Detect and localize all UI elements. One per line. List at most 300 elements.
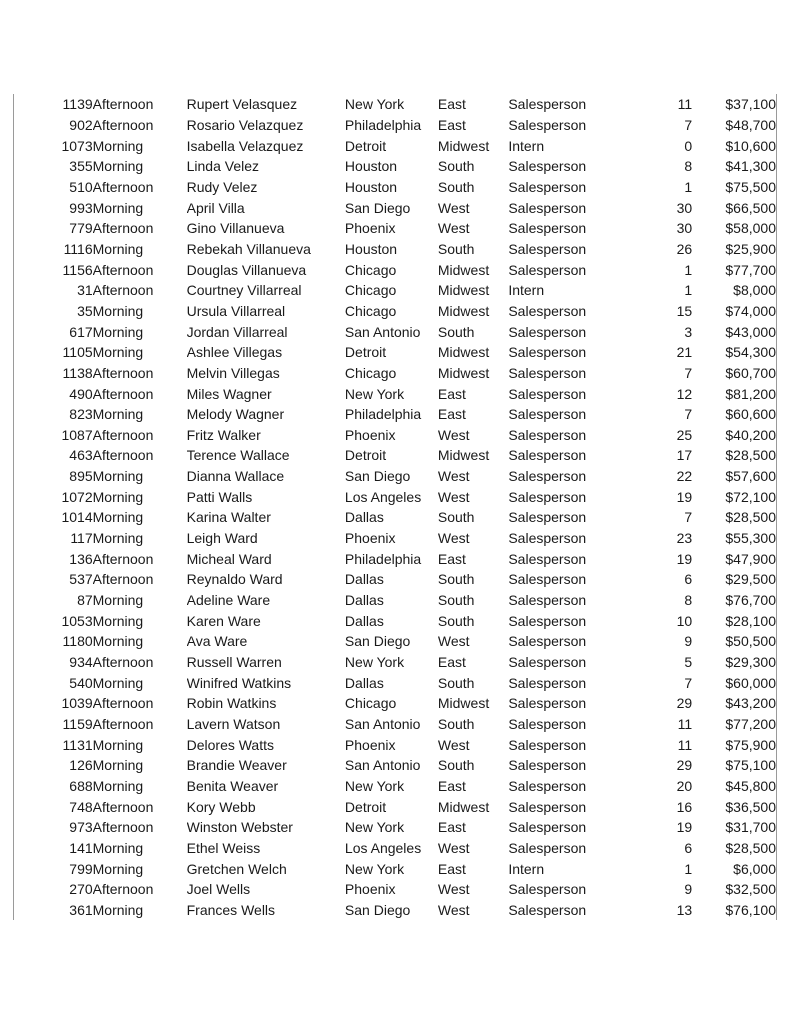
cell-name: Rosario Velazquez bbox=[186, 116, 304, 133]
cell-id: 490 bbox=[69, 385, 93, 402]
table-row bbox=[14, 734, 776, 755]
cell-region: Midwest bbox=[437, 344, 490, 361]
cell-role: Salesperson bbox=[508, 406, 587, 423]
cell-city: Phoenix bbox=[344, 220, 396, 237]
cell-name: Karen Ware bbox=[186, 612, 261, 629]
cell-role: Salesperson bbox=[508, 819, 587, 836]
cell-salary: $8,000 bbox=[733, 282, 776, 299]
cell-region: West bbox=[437, 881, 470, 898]
cell-region: Midwest bbox=[437, 695, 490, 712]
cell-role: Salesperson bbox=[508, 468, 587, 485]
cell-id: 31 bbox=[77, 282, 93, 299]
cell-name: Ashlee Villegas bbox=[186, 344, 283, 361]
cell-name: Adeline Ware bbox=[186, 592, 271, 609]
cell-region: Midwest bbox=[437, 137, 490, 154]
cell-years: 11 bbox=[677, 716, 693, 733]
table-row bbox=[14, 342, 776, 363]
cell-years: 20 bbox=[676, 777, 693, 794]
cell-salary: $60,000 bbox=[725, 674, 776, 691]
cell-region: South bbox=[437, 757, 475, 774]
cell-id: 117 bbox=[70, 530, 93, 547]
cell-name: Miles Wagner bbox=[186, 385, 272, 402]
cell-region: South bbox=[437, 323, 475, 340]
cell-region: West bbox=[437, 901, 470, 918]
cell-region: Midwest bbox=[437, 282, 490, 299]
cell-region: South bbox=[437, 240, 475, 257]
table-row bbox=[14, 301, 776, 322]
cell-years: 11 bbox=[677, 96, 693, 113]
cell-salary: $40,200 bbox=[725, 426, 776, 443]
cell-salary: $28,500 bbox=[725, 447, 776, 464]
table-row bbox=[14, 280, 776, 301]
cell-shift: Morning bbox=[92, 860, 144, 877]
cell-id: 126 bbox=[69, 757, 93, 774]
cell-id: 799 bbox=[69, 860, 93, 877]
table-row bbox=[14, 321, 776, 342]
cell-city: New York bbox=[344, 860, 405, 877]
cell-city: Philadelphia bbox=[344, 116, 422, 133]
cell-id: 1156 bbox=[62, 261, 93, 278]
cell-id: 1138 bbox=[62, 364, 93, 381]
cell-shift: Morning bbox=[92, 674, 144, 691]
cell-shift: Afternoon bbox=[92, 220, 154, 237]
cell-years: 15 bbox=[676, 302, 693, 319]
cell-salary: $57,600 bbox=[725, 468, 776, 485]
cell-name: Winston Webster bbox=[186, 819, 293, 836]
cell-id: 540 bbox=[69, 674, 93, 691]
cell-salary: $60,600 bbox=[725, 406, 776, 423]
cell-role: Salesperson bbox=[508, 488, 587, 505]
cell-years: 7 bbox=[684, 364, 693, 381]
cell-salary: $6,000 bbox=[733, 860, 776, 877]
cell-years: 1 bbox=[684, 261, 693, 278]
cell-years: 6 bbox=[684, 839, 693, 856]
cell-region: West bbox=[437, 488, 470, 505]
cell-id: 1053 bbox=[61, 612, 93, 629]
cell-city: Phoenix bbox=[344, 530, 396, 547]
cell-years: 21 bbox=[676, 344, 693, 361]
cell-years: 25 bbox=[676, 426, 693, 443]
cell-years: 9 bbox=[684, 633, 693, 650]
cell-shift: Morning bbox=[92, 468, 144, 485]
cell-name: Robin Watkins bbox=[186, 695, 277, 712]
cell-years: 19 bbox=[676, 550, 693, 567]
cell-region: South bbox=[437, 158, 475, 175]
cell-name: Terence Wallace bbox=[186, 447, 290, 464]
cell-id: 510 bbox=[69, 178, 93, 195]
cell-shift: Afternoon bbox=[92, 116, 154, 133]
table-row bbox=[14, 569, 776, 590]
cell-region: West bbox=[437, 220, 470, 237]
cell-id: 1139 bbox=[62, 96, 93, 113]
table-row bbox=[14, 776, 776, 797]
cell-region: East bbox=[437, 406, 466, 423]
cell-name: Micheal Ward bbox=[186, 550, 272, 567]
cell-role: Salesperson bbox=[508, 633, 587, 650]
table-row bbox=[14, 548, 776, 569]
table-row bbox=[14, 486, 776, 507]
cell-region: East bbox=[437, 860, 466, 877]
cell-city: Philadelphia bbox=[344, 550, 422, 567]
cell-region: Midwest bbox=[437, 302, 490, 319]
cell-name: Benita Weaver bbox=[186, 777, 279, 794]
cell-name: Rudy Velez bbox=[186, 178, 258, 195]
cell-years: 30 bbox=[676, 220, 693, 237]
cell-region: South bbox=[437, 592, 475, 609]
cell-id: 1105 bbox=[62, 344, 93, 361]
cell-salary: $76,700 bbox=[725, 592, 776, 609]
cell-city: Detroit bbox=[344, 798, 387, 815]
cell-city: San Antonio bbox=[344, 323, 421, 340]
table-row bbox=[14, 383, 776, 404]
cell-role: Salesperson bbox=[508, 777, 587, 794]
cell-city: Dallas bbox=[344, 612, 384, 629]
cell-city: Dallas bbox=[344, 571, 384, 588]
cell-shift: Afternoon bbox=[92, 426, 154, 443]
cell-role: Salesperson bbox=[508, 654, 587, 671]
cell-shift: Morning bbox=[92, 509, 144, 526]
cell-id: 355 bbox=[69, 158, 93, 175]
cell-city: Houston bbox=[344, 178, 398, 195]
cell-city: New York bbox=[344, 654, 405, 671]
cell-city: Detroit bbox=[344, 447, 387, 464]
cell-years: 30 bbox=[676, 199, 693, 216]
cell-region: West bbox=[437, 468, 470, 485]
cell-salary: $10,600 bbox=[725, 137, 776, 154]
cell-city: Chicago bbox=[344, 261, 397, 278]
cell-salary: $48,700 bbox=[725, 116, 776, 133]
cell-shift: Afternoon bbox=[92, 385, 154, 402]
table-row bbox=[14, 445, 776, 466]
table-row bbox=[14, 817, 776, 838]
cell-name: Courtney Villarreal bbox=[186, 282, 302, 299]
cell-shift: Afternoon bbox=[92, 364, 154, 381]
cell-name: Jordan Villarreal bbox=[186, 323, 288, 340]
table-row bbox=[14, 94, 776, 115]
cell-shift: Morning bbox=[92, 612, 144, 629]
table-row bbox=[14, 177, 776, 198]
cell-id: 1014 bbox=[61, 509, 93, 526]
cell-name: Russell Warren bbox=[186, 654, 282, 671]
cell-salary: $37,100 bbox=[725, 96, 776, 113]
cell-region: East bbox=[437, 550, 466, 567]
cell-name: Karina Walter bbox=[186, 509, 271, 526]
cell-id: 779 bbox=[69, 220, 93, 237]
cell-city: San Antonio bbox=[344, 757, 421, 774]
table-row bbox=[14, 466, 776, 487]
cell-role: Salesperson bbox=[508, 674, 587, 691]
cell-salary: $75,500 bbox=[725, 178, 776, 195]
cell-shift: Morning bbox=[92, 406, 144, 423]
cell-shift: Afternoon bbox=[92, 447, 154, 464]
cell-role: Salesperson bbox=[508, 550, 587, 567]
cell-id: 1072 bbox=[61, 488, 93, 505]
cell-years: 11 bbox=[677, 736, 693, 753]
cell-role: Salesperson bbox=[508, 447, 587, 464]
table-row bbox=[14, 610, 776, 631]
cell-shift: Morning bbox=[92, 199, 144, 216]
cell-role: Salesperson bbox=[508, 199, 587, 216]
cell-region: West bbox=[437, 199, 470, 216]
cell-role: Salesperson bbox=[508, 839, 587, 856]
cell-shift: Afternoon bbox=[92, 550, 154, 567]
cell-name: April Villa bbox=[186, 199, 245, 216]
cell-salary: $76,100 bbox=[725, 901, 776, 918]
cell-region: South bbox=[437, 716, 475, 733]
cell-id: 934 bbox=[69, 654, 93, 671]
cell-shift: Afternoon bbox=[92, 96, 154, 113]
cell-role: Salesperson bbox=[508, 695, 587, 712]
cell-id: 1073 bbox=[61, 137, 93, 154]
table-row bbox=[14, 259, 776, 280]
cell-name: Ava Ware bbox=[186, 633, 248, 650]
cell-role: Intern bbox=[508, 860, 545, 877]
cell-shift: Morning bbox=[92, 302, 144, 319]
cell-id: 87 bbox=[77, 592, 93, 609]
cell-name: Reynaldo Ward bbox=[186, 571, 283, 588]
cell-shift: Morning bbox=[92, 488, 144, 505]
cell-salary: $29,500 bbox=[725, 571, 776, 588]
table-row bbox=[14, 858, 776, 879]
cell-city: New York bbox=[344, 777, 405, 794]
cell-region: East bbox=[437, 654, 466, 671]
cell-role: Salesperson bbox=[508, 612, 587, 629]
cell-city: Phoenix bbox=[344, 736, 396, 753]
cell-years: 7 bbox=[684, 116, 693, 133]
cell-city: Chicago bbox=[344, 302, 397, 319]
cell-id: 1131 bbox=[62, 736, 93, 753]
table-row bbox=[14, 590, 776, 611]
cell-city: Los Angeles bbox=[344, 488, 422, 505]
cell-region: West bbox=[437, 530, 470, 547]
cell-city: Dallas bbox=[344, 674, 384, 691]
cell-name: Patti Walls bbox=[186, 488, 253, 505]
cell-shift: Afternoon bbox=[92, 695, 154, 712]
cell-shift: Morning bbox=[92, 137, 144, 154]
cell-years: 7 bbox=[684, 406, 693, 423]
cell-years: 17 bbox=[676, 447, 693, 464]
cell-years: 1 bbox=[684, 178, 693, 195]
cell-id: 993 bbox=[69, 199, 93, 216]
table-row bbox=[14, 404, 776, 425]
cell-salary: $31,700 bbox=[725, 819, 776, 836]
table-row bbox=[14, 425, 776, 446]
cell-role: Salesperson bbox=[508, 881, 587, 898]
table-row bbox=[14, 838, 776, 859]
cell-city: Chicago bbox=[344, 282, 397, 299]
cell-shift: Morning bbox=[92, 736, 144, 753]
cell-region: East bbox=[437, 96, 466, 113]
cell-city: Chicago bbox=[344, 364, 397, 381]
cell-role: Salesperson bbox=[508, 240, 587, 257]
cell-role: Salesperson bbox=[508, 344, 587, 361]
cell-years: 5 bbox=[684, 654, 693, 671]
cell-city: Detroit bbox=[344, 137, 387, 154]
cell-years: 19 bbox=[676, 488, 693, 505]
cell-region: South bbox=[437, 178, 475, 195]
cell-name: Gretchen Welch bbox=[186, 860, 287, 877]
cell-name: Joel Wells bbox=[186, 881, 251, 898]
cell-name: Lavern Watson bbox=[186, 716, 281, 733]
cell-region: South bbox=[437, 509, 475, 526]
cell-salary: $36,500 bbox=[725, 798, 776, 815]
cell-region: West bbox=[437, 633, 470, 650]
cell-id: 617 bbox=[69, 323, 93, 340]
cell-years: 1 bbox=[684, 282, 693, 299]
cell-id: 463 bbox=[69, 447, 93, 464]
cell-role: Salesperson bbox=[508, 592, 587, 609]
cell-salary: $55,300 bbox=[725, 530, 776, 547]
cell-salary: $43,200 bbox=[725, 695, 776, 712]
cell-shift: Afternoon bbox=[92, 261, 154, 278]
table-row bbox=[14, 879, 776, 900]
cell-region: Midwest bbox=[437, 447, 490, 464]
cell-salary: $54,300 bbox=[725, 344, 776, 361]
cell-salary: $32,500 bbox=[725, 881, 776, 898]
cell-shift: Afternoon bbox=[92, 716, 154, 733]
cell-years: 23 bbox=[676, 530, 693, 547]
cell-shift: Afternoon bbox=[92, 819, 154, 836]
cell-years: 1 bbox=[684, 860, 693, 877]
cell-role: Salesperson bbox=[508, 530, 587, 547]
cell-id: 136 bbox=[69, 550, 93, 567]
cell-city: New York bbox=[344, 96, 405, 113]
cell-name: Rupert Velasquez bbox=[186, 96, 298, 113]
cell-city: Dallas bbox=[344, 592, 384, 609]
cell-shift: Afternoon bbox=[92, 282, 154, 299]
cell-id: 1116 bbox=[63, 240, 93, 257]
cell-id: 537 bbox=[69, 571, 93, 588]
cell-city: Houston bbox=[344, 240, 398, 257]
cell-role: Salesperson bbox=[508, 302, 587, 319]
cell-shift: Morning bbox=[92, 592, 144, 609]
cell-id: 141 bbox=[69, 839, 93, 856]
cell-years: 13 bbox=[676, 901, 693, 918]
cell-city: San Diego bbox=[344, 199, 411, 216]
table-row bbox=[14, 672, 776, 693]
cell-years: 6 bbox=[684, 571, 693, 588]
cell-region: East bbox=[437, 819, 466, 836]
cell-shift: Morning bbox=[92, 757, 144, 774]
table-row bbox=[14, 135, 776, 156]
cell-id: 1039 bbox=[61, 695, 93, 712]
cell-years: 12 bbox=[676, 385, 693, 402]
cell-name: Melvin Villegas bbox=[186, 364, 280, 381]
cell-city: Houston bbox=[344, 158, 398, 175]
table-row bbox=[14, 652, 776, 673]
cell-salary: $43,000 bbox=[725, 323, 776, 340]
cell-shift: Afternoon bbox=[92, 798, 154, 815]
cell-salary: $75,100 bbox=[725, 757, 776, 774]
cell-id: 270 bbox=[69, 881, 93, 898]
cell-city: San Diego bbox=[344, 901, 411, 918]
cell-years: 7 bbox=[684, 509, 693, 526]
cell-id: 35 bbox=[77, 302, 93, 319]
cell-name: Rebekah Villanueva bbox=[186, 240, 311, 257]
cell-years: 3 bbox=[684, 323, 693, 340]
cell-shift: Afternoon bbox=[92, 571, 154, 588]
cell-name: Frances Wells bbox=[186, 901, 276, 918]
cell-salary: $58,000 bbox=[725, 220, 776, 237]
cell-id: 361 bbox=[69, 901, 93, 918]
cell-role: Salesperson bbox=[508, 323, 587, 340]
cell-role: Salesperson bbox=[508, 757, 587, 774]
cell-region: East bbox=[437, 385, 466, 402]
employee-table-body bbox=[14, 94, 776, 920]
cell-shift: Morning bbox=[92, 323, 144, 340]
cell-role: Salesperson bbox=[508, 426, 587, 443]
cell-name: Isabella Velazquez bbox=[186, 137, 304, 154]
cell-shift: Morning bbox=[92, 633, 144, 650]
cell-id: 1087 bbox=[61, 426, 93, 443]
cell-id: 1159 bbox=[62, 716, 93, 733]
cell-years: 7 bbox=[684, 674, 693, 691]
cell-shift: Afternoon bbox=[92, 178, 154, 195]
cell-years: 19 bbox=[676, 819, 693, 836]
cell-role: Salesperson bbox=[508, 178, 587, 195]
cell-city: New York bbox=[344, 385, 405, 402]
cell-years: 16 bbox=[676, 798, 693, 815]
cell-role: Salesperson bbox=[508, 509, 587, 526]
cell-years: 29 bbox=[676, 695, 693, 712]
cell-shift: Morning bbox=[92, 240, 144, 257]
cell-salary: $28,500 bbox=[725, 509, 776, 526]
table-row bbox=[14, 218, 776, 239]
cell-salary: $60,700 bbox=[725, 364, 776, 381]
table-row bbox=[14, 115, 776, 136]
cell-years: 9 bbox=[684, 881, 693, 898]
cell-salary: $74,000 bbox=[725, 302, 776, 319]
cell-role: Salesperson bbox=[508, 116, 587, 133]
right-border-line bbox=[776, 94, 777, 920]
cell-role: Salesperson bbox=[508, 220, 587, 237]
cell-region: Midwest bbox=[437, 364, 490, 381]
cell-name: Gino Villanueva bbox=[186, 220, 285, 237]
cell-role: Salesperson bbox=[508, 798, 587, 815]
cell-region: South bbox=[437, 612, 475, 629]
cell-id: 823 bbox=[69, 406, 93, 423]
table-row bbox=[14, 714, 776, 735]
cell-years: 8 bbox=[684, 158, 693, 175]
cell-city: Los Angeles bbox=[344, 839, 422, 856]
cell-salary: $28,100 bbox=[725, 612, 776, 629]
cell-name: Linda Velez bbox=[186, 158, 260, 175]
cell-role: Intern bbox=[508, 282, 545, 299]
cell-name: Kory Webb bbox=[186, 798, 256, 815]
cell-region: South bbox=[437, 674, 475, 691]
cell-salary: $47,900 bbox=[725, 550, 776, 567]
table-row bbox=[14, 156, 776, 177]
cell-salary: $29,300 bbox=[725, 654, 776, 671]
table-row bbox=[14, 900, 776, 921]
cell-name: Delores Watts bbox=[186, 736, 274, 753]
cell-name: Brandie Weaver bbox=[186, 757, 287, 774]
cell-name: Ethel Weiss bbox=[186, 839, 261, 856]
cell-shift: Morning bbox=[92, 839, 144, 856]
cell-region: South bbox=[437, 571, 475, 588]
cell-salary: $81,200 bbox=[725, 385, 776, 402]
cell-salary: $50,500 bbox=[725, 633, 776, 650]
cell-role: Salesperson bbox=[508, 385, 587, 402]
cell-id: 748 bbox=[69, 798, 93, 815]
cell-shift: Morning bbox=[92, 901, 144, 918]
cell-city: San Diego bbox=[344, 468, 411, 485]
cell-role: Salesperson bbox=[508, 736, 587, 753]
table-row bbox=[14, 796, 776, 817]
cell-shift: Morning bbox=[92, 530, 144, 547]
cell-years: 10 bbox=[676, 612, 693, 629]
cell-role: Salesperson bbox=[508, 716, 587, 733]
